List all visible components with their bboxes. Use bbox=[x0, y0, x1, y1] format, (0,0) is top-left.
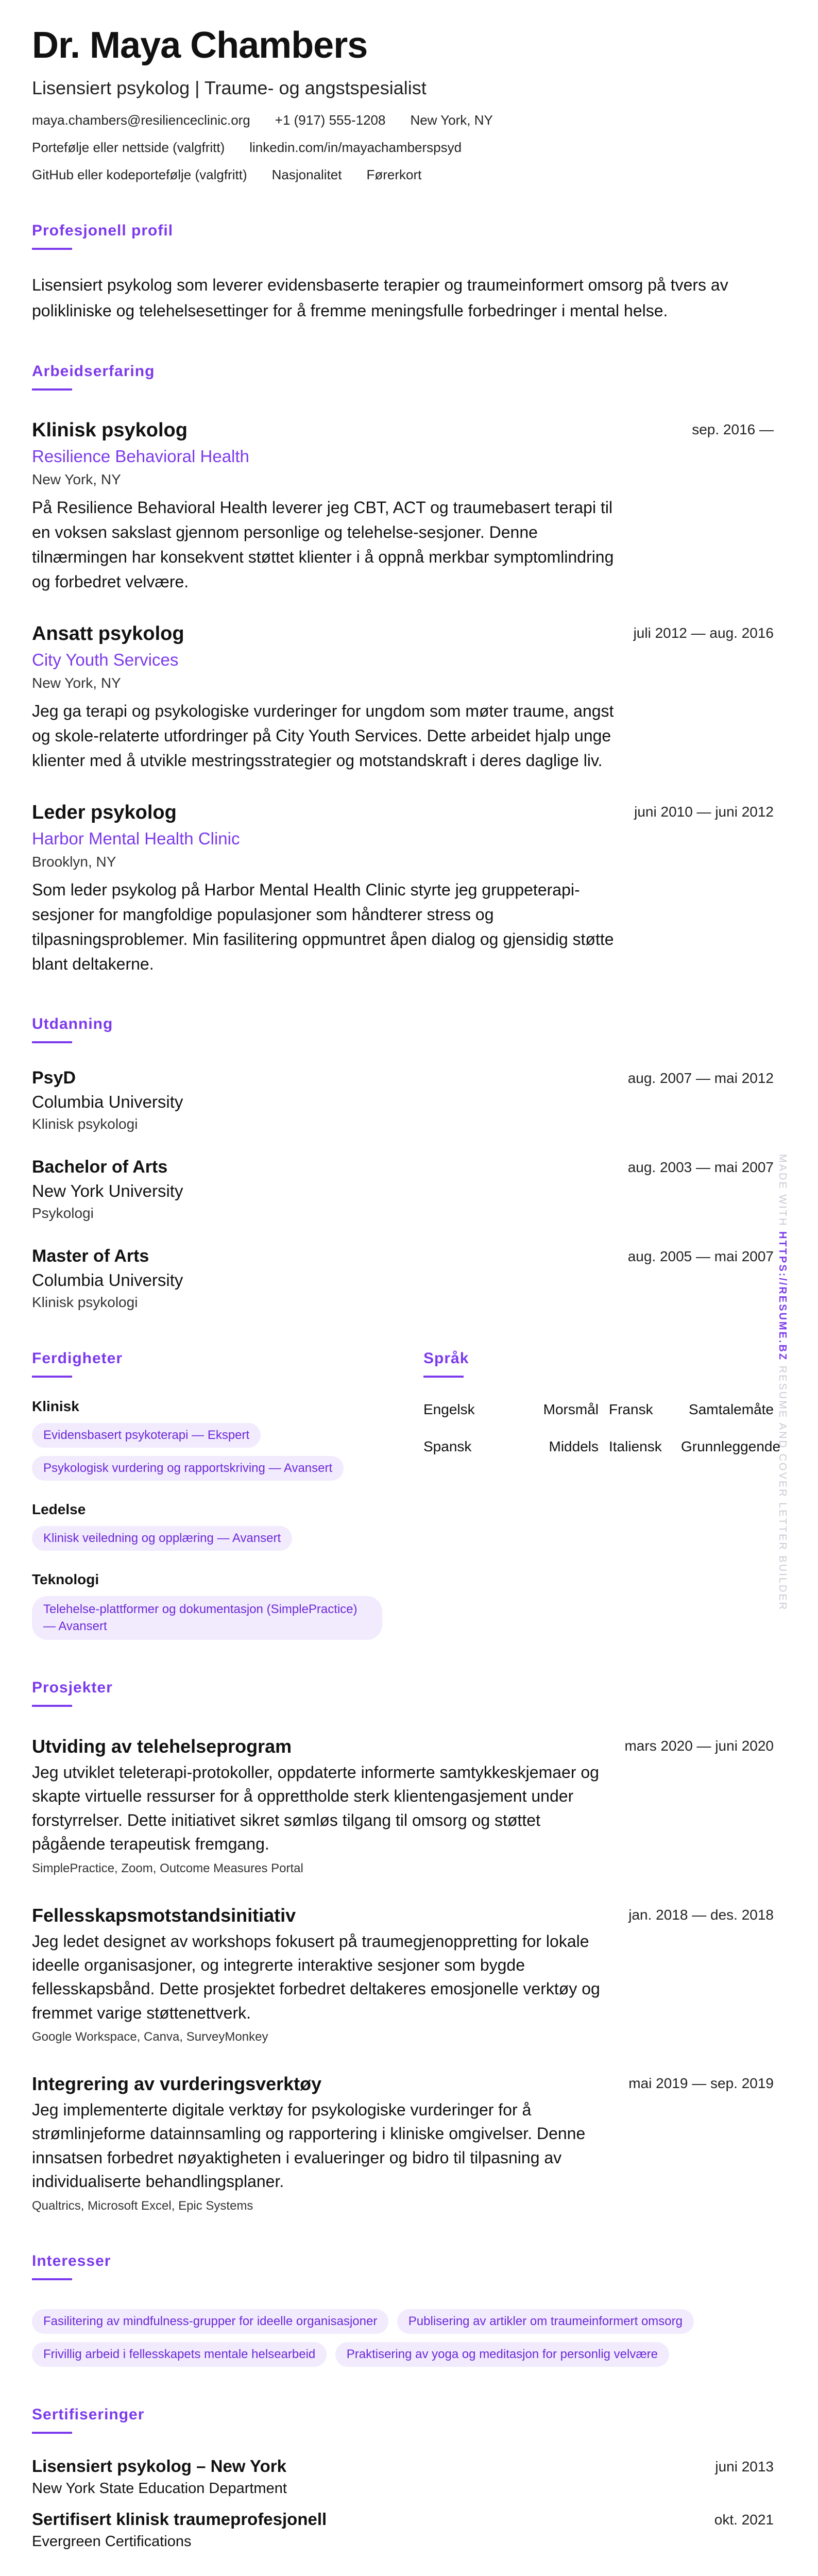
project-name: Utviding av telehelseprogram bbox=[32, 1735, 292, 1757]
skill-tag: Psykologisk vurdering og rapportskriving — Avansert bbox=[32, 1456, 344, 1481]
experience-role: Ansatt psykolog bbox=[32, 623, 184, 645]
project-date: mars 2020 — juni 2020 bbox=[624, 1737, 774, 1754]
candidate-name: Dr. Maya Chambers bbox=[32, 25, 368, 66]
experience-date: sep. 2016 — bbox=[692, 421, 774, 438]
contact-phone[interactable]: +1 (917) 555-1208 bbox=[275, 112, 386, 128]
experience-description: Jeg ga terapi og psykologiske vurderinger for ungdom som møter traume, angst og skole-relaterte utfordringer på City Youth Services. Dette arbeidet hjalp unge klienter med å utvikle mestringsstrategier og motstandskraft i deres daglige liv. bbox=[32, 702, 614, 770]
contact-github[interactable]: GitHub eller kodeportefølje (valgfritt) bbox=[32, 167, 247, 182]
education-entry bbox=[32, 1246, 774, 1311]
experience-company: Harbor Mental Health Clinic bbox=[32, 829, 240, 849]
contact-location: New York, NY bbox=[410, 112, 493, 128]
projects-section bbox=[32, 1679, 774, 2213]
project-tools: SimplePractice, Zoom, Outcome Measures Portal bbox=[32, 1861, 303, 1875]
experience-company: Resilience Behavioral Health bbox=[32, 447, 249, 466]
experience-role: Klinisk psykolog bbox=[32, 419, 188, 442]
project-date: mai 2019 — sep. 2019 bbox=[628, 2075, 774, 2092]
profile-summary: Lisensiert psykolog som leverer evidensbaserte terapier og traumeinformert omsorg på tvers av polikliniske og telehelsesettinger for å fremme meningsfulle forbedringer i mental helse. bbox=[32, 276, 728, 320]
candidate-headline: Lisensiert psykolog | Traume- og angstspesialist bbox=[32, 77, 427, 98]
language-name: Spansk bbox=[423, 1438, 472, 1455]
experience-location: New York, NY bbox=[32, 471, 121, 488]
experience-entry bbox=[32, 623, 774, 773]
experience-role: Leder psykolog bbox=[32, 802, 177, 824]
education-section bbox=[32, 1015, 774, 1311]
section-divider bbox=[32, 2432, 72, 2434]
contact-portfolio[interactable]: Portefølje eller nettside (valgfritt) bbox=[32, 140, 225, 155]
section-divider bbox=[32, 2278, 72, 2280]
education-field: Psykologi bbox=[32, 1205, 94, 1222]
education-school: Columbia University bbox=[32, 1092, 183, 1112]
certification-name: Lisensiert psykolog – New York bbox=[32, 2456, 286, 2476]
language-level: Samtalemåte bbox=[689, 1401, 774, 1418]
experience-date: juni 2010 — juni 2012 bbox=[634, 804, 774, 820]
language-name: Engelsk bbox=[423, 1401, 475, 1418]
resume-header bbox=[32, 27, 774, 183]
project-name: Integrering av vurderingsverktøy bbox=[32, 2073, 322, 2095]
profile-section bbox=[32, 222, 774, 324]
experience-description: Som leder psykolog på Harbor Mental Health Clinic styrte jeg gruppeterapi-sesjoner for mangfoldige populasjoner som håndterer stress og tilpasningsproblemer. Min fasilitering oppmuntret åpen dialog og gjensidig støtte blant deltakerne. bbox=[32, 880, 614, 974]
language-name: Fransk bbox=[609, 1401, 653, 1418]
section-divider bbox=[423, 1376, 464, 1378]
language-level: Morsmål bbox=[543, 1401, 599, 1418]
skill-group bbox=[32, 1398, 382, 1481]
skill-group-name: Teknologi bbox=[32, 1571, 99, 1588]
education-field: Klinisk psykologi bbox=[32, 1116, 138, 1132]
education-entry bbox=[32, 1068, 774, 1132]
skill-group bbox=[32, 1501, 382, 1551]
education-date: aug. 2007 — mai 2012 bbox=[627, 1070, 774, 1087]
project-entry bbox=[32, 1736, 774, 1876]
resume-page bbox=[32, 25, 781, 2550]
builder-watermark bbox=[776, 1154, 788, 1611]
language-name: Italiensk bbox=[609, 1438, 662, 1455]
education-degree: Master of Arts bbox=[32, 1246, 149, 1266]
project-tools: Qualtrics, Microsoft Excel, Epic Systems bbox=[32, 2198, 253, 2213]
skill-group-name: Klinisk bbox=[32, 1398, 79, 1415]
section-title-certifications: Sertifiseringer bbox=[32, 2405, 145, 2423]
certification-date: okt. 2021 bbox=[714, 2511, 774, 2528]
languages-section bbox=[423, 1350, 784, 1640]
language-level: Grunnleggende bbox=[681, 1438, 781, 1455]
contact-row-2 bbox=[32, 140, 774, 156]
project-entry bbox=[32, 2073, 774, 2213]
education-degree: PsyD bbox=[32, 1068, 76, 1088]
section-title-interests: Interesser bbox=[32, 2252, 111, 2269]
certification-date: juni 2013 bbox=[715, 2458, 774, 2475]
interest-tags bbox=[32, 2301, 774, 2367]
education-date: aug. 2003 — mai 2007 bbox=[627, 1159, 774, 1176]
project-description: Jeg ledet designet av workshops fokusert på traumegjenoppretting for lokale ideelle organisasjoner, og integrerte interaktive sesjoner som bygde fellesskapsbånd. Dette prosjektet forbedret deltakeres emosjonelle verktøy og fremmet varige støttenettverk. bbox=[32, 1931, 600, 2022]
skill-tag: Evidensbasert psykoterapi — Ekspert bbox=[32, 1423, 261, 1448]
education-degree: Bachelor of Arts bbox=[32, 1157, 168, 1177]
certifications-section bbox=[32, 2406, 774, 2550]
certification-entry bbox=[32, 2456, 774, 2497]
section-divider bbox=[32, 248, 72, 250]
contact-nationality: Nasjonalitet bbox=[271, 167, 342, 182]
interest-tag: Praktisering av yoga og meditasjon for personlig velvære bbox=[335, 2342, 669, 2367]
interests-section bbox=[32, 2252, 774, 2367]
watermark-suffix: RESUME AND COVER LETTER BUILDER bbox=[777, 1365, 788, 1612]
certification-entry bbox=[32, 2510, 774, 2550]
certification-issuer: Evergreen Certifications bbox=[32, 2533, 192, 2550]
interest-tag: Publisering av artikler om traumeinformert omsorg bbox=[397, 2309, 694, 2334]
project-name: Fellesskapsmotstandsinitiativ bbox=[32, 1904, 296, 1926]
languages-grid bbox=[423, 1401, 784, 1455]
contact-drivers-license: Førerkort bbox=[366, 167, 422, 182]
section-title-projects: Prosjekter bbox=[32, 1679, 113, 1696]
education-school: Columbia University bbox=[32, 1270, 183, 1290]
experience-entry bbox=[32, 802, 774, 976]
section-divider bbox=[32, 1376, 72, 1378]
certification-name: Sertifisert klinisk traumeprofesjonell bbox=[32, 2509, 327, 2529]
skill-tag: Telehelse-plattformer og dokumentasjon (SimplePractice) — Avansert bbox=[32, 1596, 382, 1640]
skills-languages-row bbox=[32, 1350, 781, 1640]
interest-tag: Frivillig arbeid i fellesskapets mentale helsearbeid bbox=[32, 2342, 327, 2367]
section-title-skills: Ferdigheter bbox=[32, 1350, 123, 1367]
section-divider bbox=[32, 1705, 72, 1707]
section-title-experience: Arbeidserfaring bbox=[32, 363, 155, 380]
project-description: Jeg implementerte digitale verktøy for psykologiske vurderinger for å strømlinjeforme datainnsamling og rapportering i kliniske omgivelser. Denne innsatsen forbedret nøyaktigheten i evalueringer og bidro til tilpasning av individualiserte behandlingsplaner. bbox=[32, 2100, 586, 2191]
skill-tag: Klinisk veiledning og opplæring — Avansert bbox=[32, 1526, 292, 1551]
experience-location: Brooklyn, NY bbox=[32, 854, 116, 870]
section-divider bbox=[32, 1041, 72, 1043]
education-entry bbox=[32, 1157, 774, 1222]
education-field: Klinisk psykologi bbox=[32, 1294, 138, 1311]
section-title-profile: Profesjonell profil bbox=[32, 222, 174, 239]
experience-company: City Youth Services bbox=[32, 650, 179, 670]
section-title-languages: Språk bbox=[423, 1350, 469, 1367]
contact-row-1 bbox=[32, 112, 774, 128]
certification-issuer: New York State Education Department bbox=[32, 2480, 287, 2497]
project-date: jan. 2018 — des. 2018 bbox=[628, 1906, 774, 1923]
contact-row-3 bbox=[32, 167, 774, 183]
experience-location: New York, NY bbox=[32, 675, 121, 691]
watermark-link[interactable]: HTTPS://RESUME.BZ bbox=[777, 1231, 788, 1362]
section-divider bbox=[32, 388, 72, 391]
contact-linkedin[interactable]: linkedin.com/in/mayachamberspsyd bbox=[249, 140, 462, 155]
experience-description: På Resilience Behavioral Health leverer jeg CBT, ACT og traumebasert terapi til en voksen sakslast gjennom personlige og telehelse-sesjoner. Denne tilnærmingen har konsekvent støttet klienter i å oppnå merkbar symptomlindring og forbedret velvære. bbox=[32, 498, 614, 591]
experience-entry bbox=[32, 419, 774, 594]
interest-tag: Fasilitering av mindfulness-grupper for ideelle organisasjoner bbox=[32, 2309, 388, 2334]
skill-group-name: Ledelse bbox=[32, 1501, 86, 1518]
experience-date: juli 2012 — aug. 2016 bbox=[633, 625, 774, 641]
watermark-prefix: MADE WITH bbox=[777, 1154, 788, 1227]
section-title-education: Utdanning bbox=[32, 1015, 113, 1033]
skills-section bbox=[32, 1350, 382, 1640]
skill-group bbox=[32, 1571, 382, 1640]
project-tools: Google Workspace, Canva, SurveyMonkey bbox=[32, 2030, 268, 2044]
project-description: Jeg utviklet teleterapi-protokoller, oppdaterte informerte samtykkeskjemaer og skapte virtuelle ressurser for å opprettholde sterk klientengasjement under forstyrrelser. Dette initiativet sikret sømløs tilgang til omsorg og støttet pågående terapeutisk fremgang. bbox=[32, 1762, 599, 1854]
contact-email[interactable]: maya.chambers@resilienceclinic.org bbox=[32, 112, 250, 128]
education-school: New York University bbox=[32, 1181, 183, 1201]
education-date: aug. 2005 — mai 2007 bbox=[627, 1248, 774, 1265]
experience-section bbox=[32, 363, 774, 976]
language-level: Middels bbox=[549, 1438, 599, 1455]
project-entry bbox=[32, 1905, 774, 2045]
